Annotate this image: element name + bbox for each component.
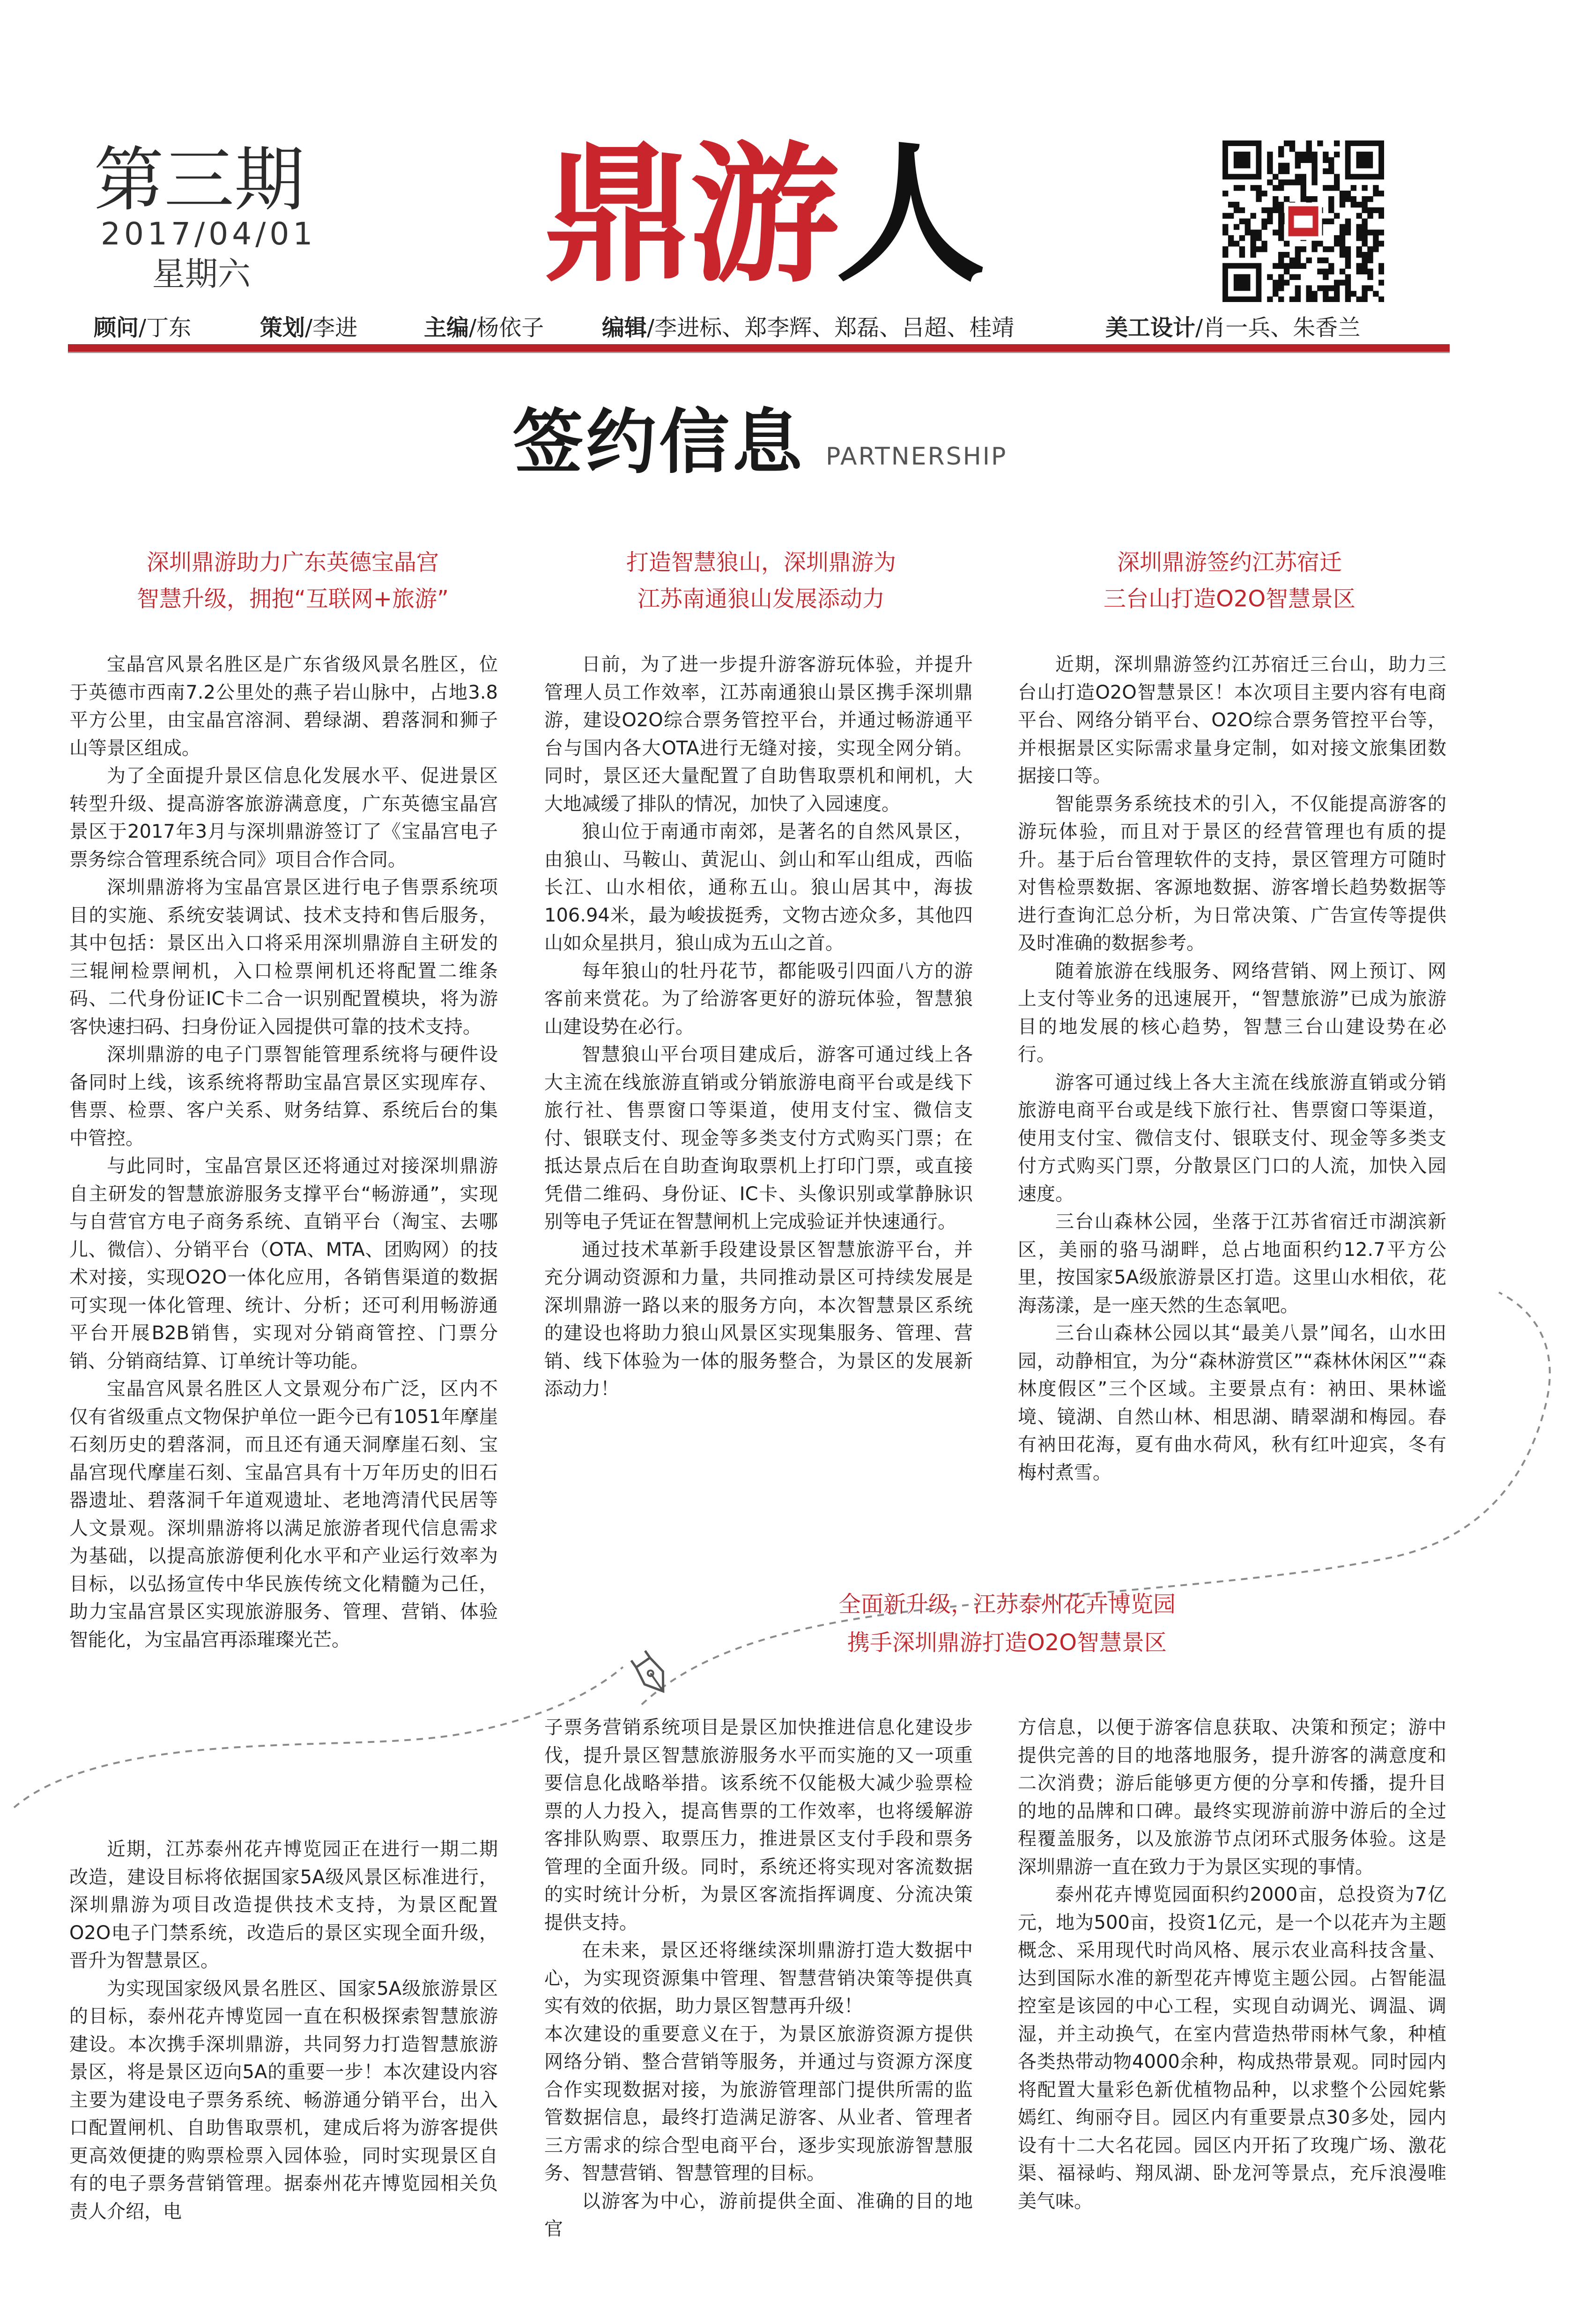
paragraph: 狼山位于南通市南郊，是著名的自然风景区，由狼山、马鞍山、黄泥山、剑山和军山组成，西临长江、山水相依，通称五山。狼山居其中，海拔106.94米，最为峻拔挺秀，文物古迹众多，其他四山如众星拱月，狼山成为五山之首。 bbox=[544, 821, 973, 954]
paragraph: 为实现国家级风景名胜区、国家5A级旅游景区的目标，泰州花卉博览园一直在积极探索智慧旅游建设。本次携手深圳鼎游，共同努力打造智慧旅游景区，将是景区迈向5A的重要一步！本次建设内容主要为建设电子票务系统、畅游通分销平台，出入口配置闸机、自助售取票机，建成后将为游客提供更高效便捷的购票检票入园体验，同时实现景区自有的电子票务营销管理。据泰州花卉博览园相关负责人介绍，电 bbox=[69, 1977, 498, 2222]
article-4-body-col-2 bbox=[544, 1714, 973, 2243]
paragraph: 与此同时，宝晶宫景区还将通过对接深圳鼎游自主研发的智慧旅游服务支撑平台“畅游通”，实现与自营官方电子商务系统、直销平台（淘宝、去哪儿、微信）、分销平台（OTA、MTA、团购网）的技术对接，实现O2O一体化应用，各销售渠道的数据可实现一体化管理、统计、分析；还可利用畅游通平台开展B2B销售，实现对分销商管控、门票分销、分销商结算、订单统计等功能。 bbox=[69, 1155, 498, 1372]
credit-names: /丁东 bbox=[139, 315, 192, 341]
paragraph: 深圳鼎游将为宝晶宫景区进行电子售票系统项目的实施、系统安装调试、技术支持和售后服务，其中包括：景区出入口将采用深圳鼎游自主研发的三辊闸检票闸机，入口检票闸机还将配置二维条码、二代身份证IC卡二合一识别配置模块，将为游客快速扫码、扫身份证入园提供可靠的技术支持。 bbox=[69, 877, 498, 1038]
pen-nib-icon bbox=[629, 1649, 673, 1698]
credit-role: 主编 bbox=[424, 315, 469, 341]
credit-names: /李进标、郑李辉、郑磊、吕超、桂靖 bbox=[647, 315, 1015, 341]
paragraph: 方信息，以便于游客信息获取、决策和预定；游中提供完善的目的地落地服务，提升游客的满意度和二次消费；游后能够更方便的分享和传播，提升目的地的品牌和口碑。最终实现游前游中游后的全过程覆盖服务，以及旅游节点闭环式服务体验。这是深圳鼎游一直在致力于为景区实现的事情。 bbox=[1018, 1717, 1446, 1878]
paragraph: 本次建设的重要意义在于，为景区旅游资源方提供网络分销、整合营销等服务，并通过与资源方深度合作实现数据对接，为旅游管理部门提供所需的监管数据信息，最终打造满足游客、从业者、管理者三方需求的综合型电商平台，逐步实现旅游智慧服务、智慧营销、智慧管理的目标。 bbox=[544, 2023, 973, 2184]
paragraph: 以游客为中心，游前提供全面、准确的目的地官 bbox=[544, 2190, 973, 2240]
paragraph: 随着旅游在线服务、网络营销、网上预订、网上支付等业务的迅速展开，“智慧旅游”已成为旅游目的地发展的核心趋势，智慧三台山建设势在必行。 bbox=[1018, 960, 1446, 1065]
paragraph: 游客可通过线上各大主流在线旅游直销或分销旅游电商平台或是线下旅行社、售票窗口等渠道，使用支付宝、微信支付、银联支付、现金等多类支付方式购买门票，分散景区门口的人流，加快入园速度。 bbox=[1018, 1071, 1446, 1205]
credit-names: /肖一兵、朱香兰 bbox=[1195, 315, 1361, 341]
paragraph: 通过技术革新手段建设景区智慧旅游平台，并充分调动资源和力量，共同推动景区可持续发展是深圳鼎游一路以来的服务方向，本次智慧景区系统的建设也将助力狼山风景区实现集服务、管理、营销、线下体验为一体的服务整合，为景区的发展新添动力！ bbox=[544, 1239, 973, 1400]
paragraph: 每年狼山的牡丹花节，都能吸引四面八方的游客前来赏花。为了给游客更好的游玩体验，智慧狼山建设势在必行。 bbox=[544, 960, 973, 1038]
article-2-headline: 打造智慧狼山，深圳鼎游为 江苏南通狼山发展添动力 bbox=[626, 549, 896, 612]
article-1-headline: 深圳鼎游助力广东英德宝晶宫 智慧升级，拥抱“互联网+旅游” bbox=[137, 549, 449, 612]
section-title: 签约信息 bbox=[513, 402, 806, 483]
paragraph: 智慧狼山平台项目建成后，游客可通过线上各大主流在线旅游直销或分销旅游电商平台或是线下旅行社、售票窗口等渠道，使用支付宝、微信支付、银联支付、现金等多类支付方式购买门票；在抵达景点后在自助查询取票机上打印门票，或直接凭借二维码、身份证、IC卡、头像识别或掌静脉识别等电子凭证在智慧闸机上完成验证并快速通行。 bbox=[544, 1044, 973, 1232]
paragraph: 泰州花卉博览园面积约2000亩，总投资为7亿元，地为500亩，投资1亿元，是一个以花卉为主题概念、采用现代时尚风格、展示农业高科技含量、达到国际水准的新型花卉博览主题公园。占智能温控室是该园的中心工程，实现自动调光、调温、调湿，并主动换气，在室内营造热带雨林气象，种植各类热带动物4000余种，构成热带景观。同时园内将配置大量彩色新优植物品种，以求整个公园姹紫嫣红、绚丽夺目。园区内有重要景点30多处，园内设有十二大名花园。园区内开拓了玫瑰广场、激花渠、福禄屿、翔凤湖、卧龙河等景点，充斥浪漫唯美气味。 bbox=[1018, 1884, 1446, 2212]
paragraph: 在未来，景区还将继续深圳鼎游打造大数据中心，为实现资源集中管理、智慧营销决策等提供真实有效的依据，助力景区智慧再升级！ bbox=[544, 1940, 973, 2017]
paragraph: 三台山森林公园以其“最美八景”闻名，山水田园，动静相宜，为分“森林游赏区”“森林休闲区”“森林度假区”三个区域。主要景点有：衲田、果林谧境、镜湖、自然山林、相思湖、睛翠湖和梅园。春有衲田花海，夏有曲水荷风，秋有红叶迎宾，冬有梅村煮雪。 bbox=[1018, 1322, 1446, 1483]
article-3-headline: 深圳鼎游签约江苏宿迁 三台山打造O2O智慧景区 bbox=[1103, 549, 1356, 612]
masthead-title-last-char: 人 bbox=[836, 128, 982, 302]
issue-number: 第三期 bbox=[94, 140, 305, 221]
paragraph: 近期，江苏泰州花卉博览园正在进行一期二期改造，建设目标将依据国家5A级风景区标准进行，深圳鼎游为项目改造提供技术支持，为景区配置O2O电子门禁系统，改造后的景区实现全面升级，晋升为智慧景区。 bbox=[69, 1838, 498, 1971]
paragraph: 为了全面提升景区信息化发展水平、促进景区转型升级、提高游客旅游满意度，广东英德宝晶宫景区于2017年3月与深圳鼎游签订了《宝晶宫电子票务综合管理系统合同》项目合作合同。 bbox=[69, 765, 498, 871]
paragraph: 日前，为了进一步提升游客游玩体验，并提升管理人员工作效率，江苏南通狼山景区携手深圳鼎游，建设O2O综合票务管控平台，并通过畅游通平台与国内各大OTA进行无缝对接，实现全网分销。同时，景区还大量配置了自助售取票机和闸机，大大地减缓了排队的情况，加快了入园速度。 bbox=[544, 654, 973, 815]
masthead-title-text: 鼎游人 bbox=[543, 128, 982, 302]
article-4-body-col-3 bbox=[1018, 1714, 1446, 2215]
credit-names: /杨依子 bbox=[469, 315, 544, 341]
credit-role: 美工设计 bbox=[1105, 315, 1196, 341]
section-subtitle: PARTNERSHIP bbox=[826, 443, 1008, 471]
credit-role: 策划 bbox=[260, 315, 305, 341]
article-4-body-col-1 bbox=[69, 1836, 498, 2226]
paragraph: 宝晶宫风景名胜区人文景观分布广泛，区内不仅有省级重点文物保护单位一距今已有1051年摩崖石刻历史的碧落洞，而且还有通天洞摩崖石刻、宝晶宫现代摩崖石刻、宝晶宫具有十万年历史的旧石器遗址、碧落洞千年道观遗址、老地湾清代民居等人文景观。深圳鼎游将以满足旅游者现代信息需求为基础，以提高旅游便利化水平和产业运行效率为目标，以弘扬宣传中华民族传统文化精髓为己任，助力宝晶宫景区实现旅游服务、管理、营销、体验智能化，为宝晶宫再添璀璨光芒。 bbox=[69, 1378, 498, 1651]
article-2-body bbox=[544, 651, 973, 1403]
credit-role: 编辑 bbox=[602, 315, 647, 341]
paragraph: 子票务营销系统项目是景区加快推进信息化建设步伐，提升景区智慧旅游服务水平而实施的又一项重要信息化战略举措。该系统不仅能极大减少验票检票的人力投入，提高售票的工作效率，也将缓解游客排队购票、取票压力，推进景区支付手段和票务管理的全面升级。同时，系统还将实现对客流数据的实时统计分析，为景区客流指挥调度、分流决策提供支持。 bbox=[544, 1717, 973, 1933]
article-3-body bbox=[1018, 651, 1446, 1487]
paragraph: 深圳鼎游的电子门票智能管理系统将与硬件设备同时上线，该系统将帮助宝晶宫景区实现库存、售票、检票、客户关系、财务结算、系统后台的集中管控。 bbox=[69, 1044, 498, 1149]
paragraph: 宝晶宫风景名胜区是广东省级风景名胜区，位于英德市西南7.2公里处的燕子岩山脉中，占地3.8平方公里，由宝晶宫溶洞、碧绿湖、碧落洞和狮子山等景区组成。 bbox=[69, 654, 498, 759]
credit-names: /李进 bbox=[305, 315, 358, 341]
article-1-body bbox=[69, 651, 498, 1654]
issue-date: 2017/04/01 bbox=[101, 216, 317, 252]
article-4-headline: 全面新升级，江苏泰州花卉博览园 携手深圳鼎游打造O2O智慧景区 bbox=[838, 1591, 1176, 1656]
paragraph: 近期，深圳鼎游签约江苏宿迁三台山，助力三台山打造O2O智慧景区！本次项目主要内容有电商平台、网络分销平台、O2O综合票务管控平台等，并根据景区实际需求量身定制，如对接文旅集团数据接口等。 bbox=[1018, 654, 1446, 787]
paragraph: 三台山森林公园，坐落于江苏省宿迁市湖滨新区，美丽的骆马湖畔，总占地面积约12.7平方公里，按国家5A级旅游景区打造。这里山水相依，花海荡漾，是一座天然的生态氧吧。 bbox=[1018, 1211, 1446, 1316]
paragraph: 智能票务系统技术的引入，不仅能提高游客的游玩体验，而且对于景区的经营管理也有质的提升。基于后台管理软件的支持，景区管理方可随时对售检票数据、客源地数据、游客增长趋势数据等进行查询汇总分析，为日常决策、广告宣传等提供及时准确的数据参考。 bbox=[1018, 793, 1446, 954]
credit-role: 顾问 bbox=[94, 315, 139, 341]
issue-weekday: 星期六 bbox=[152, 255, 251, 293]
